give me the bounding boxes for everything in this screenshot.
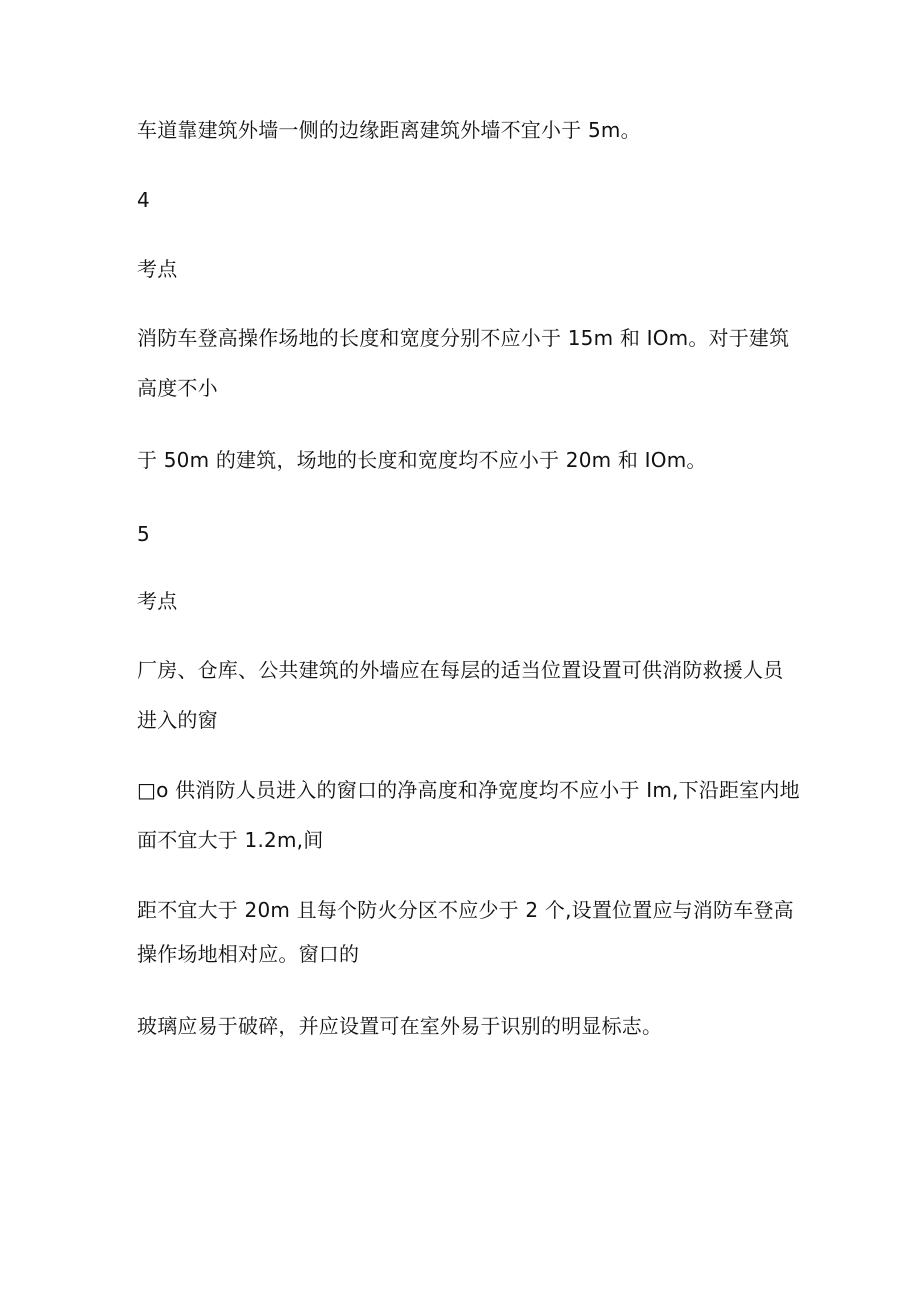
paragraph-line: 操作场地相对应。窗口的 — [137, 942, 360, 966]
paragraph-line: 于 50m 的建筑，场地的长度和宽度均不应小于 20m 和 IOm。 — [137, 448, 707, 472]
paragraph-line: 消防车登高操作场地的长度和宽度分别不应小于 15m 和 IOm。对于建筑 — [137, 326, 790, 350]
paragraph-line: 厂房、仓库、公共建筑的外墙应在每层的适当位置设置可供消防救援人员 — [137, 658, 784, 682]
paragraph-line: 高度不小 — [137, 376, 218, 400]
paragraph-line: □o 供消防人员进入的窗口的净高度和净宽度均不应小于 Im,下沿距室内地 — [137, 778, 800, 802]
paragraph-line: 玻璃应易于破碎，并应设置可在室外易于识别的明显标志。 — [137, 1014, 663, 1038]
section-heading: 考点 — [137, 589, 178, 613]
section-number: 4 — [137, 188, 150, 212]
paragraph-line: 面不宜大于 1.2m,间 — [137, 828, 324, 852]
section-heading: 考点 — [137, 257, 178, 281]
paragraph-line: 进入的窗 — [137, 708, 218, 732]
paragraph-line: 车道靠建筑外墙一侧的边缘距离建筑外墙不宜小于 5m。 — [137, 118, 641, 142]
paragraph-line: 距不宜大于 20m 且每个防火分区不应少于 2 个,设置位置应与消防车登高 — [137, 898, 794, 922]
section-number: 5 — [137, 522, 150, 546]
